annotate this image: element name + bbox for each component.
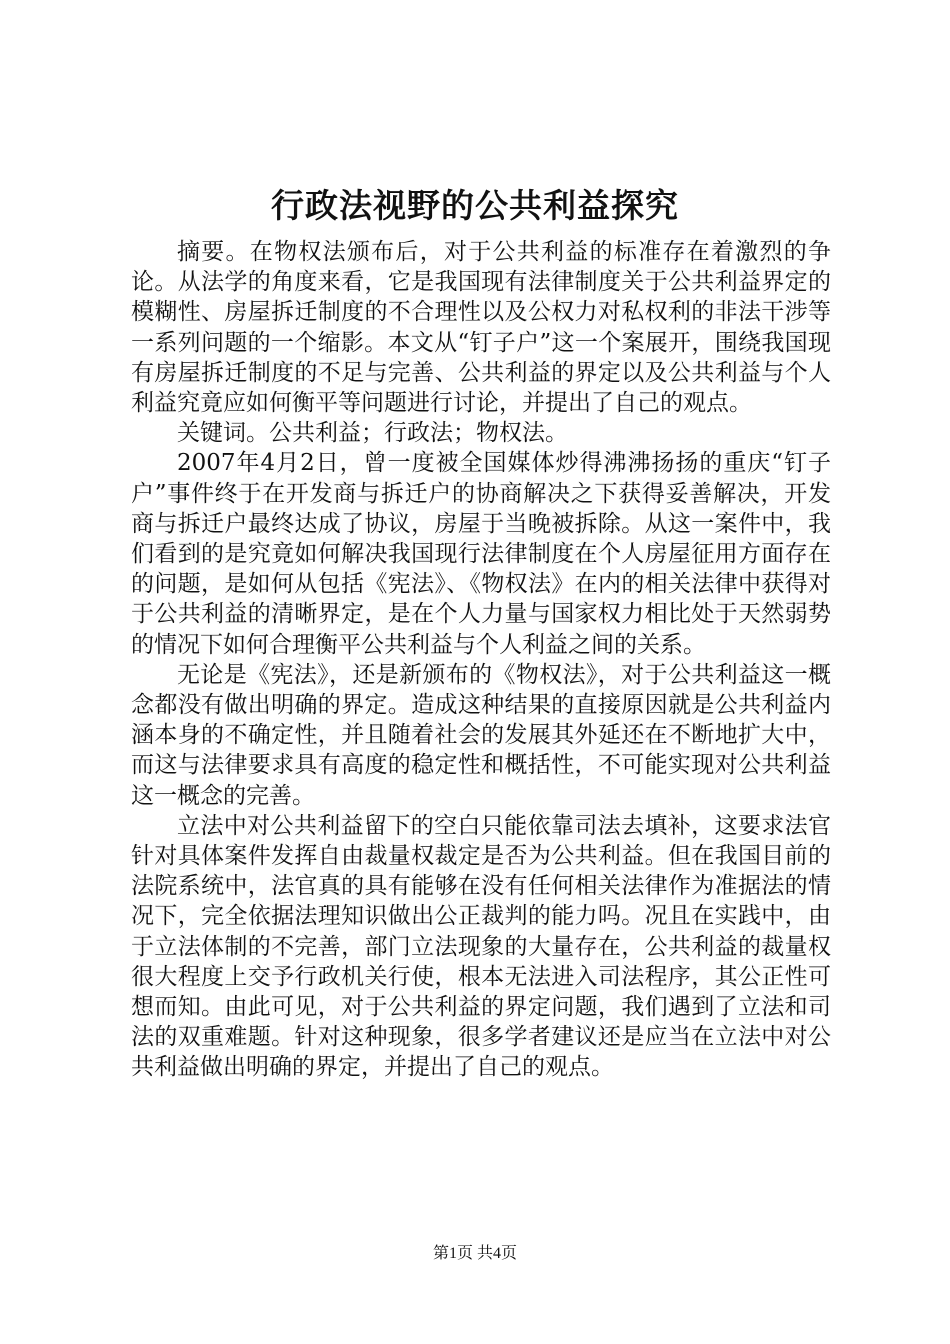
document-body: [131, 237, 831, 1083]
abstract-paragraph: 摘要。在物权法颁布后，对于公共利益的标准存在着激烈的争论。从法学的角度来看，它是我国现有法律制度关于公共利益界定的模糊性、房屋拆迁制度的不合理性以及公权力对私权利的非法干涉等一系列问题的一个缩影。本文从“钉子户”这一个案展开，围绕我国现有房屋拆迁制度的不足与完善、公共利益的界定以及公共利益与个人利益究竟应如何衡平等问题进行讨论，并提出了自己的观点。: [131, 239, 831, 417]
document-title: 行政法视野的公共利益探究: [271, 186, 679, 225]
body-paragraph: 无论是《宪法》，还是新颁布的《物权法》，对于公共利益这一概念都没有做出明确的界定。造成这种结果的直接原因就是公共利益内涵本身的不确定性，并且随着社会的发展其外延还在不断地扩大中，而这与法律要求具有高度的稳定性和概括性，不可能实现对公共利益这一概念的完善。: [131, 661, 831, 809]
body-paragraph: 2007年4月2日，曾一度被全国媒体炒得沸沸扬扬的重庆“钉子户”事件终于在开发商与拆迁户的协商解决之下获得妥善解决，开发商与拆迁户最终达成了协议，房屋于当晚被拆除。从这一案件中，我们看到的是究竟如何解决我国现行法律制度在个人房屋征用方面存在的问题，是如何从包括《宪法》、《物权法》在内的相关法律中获得对于公共利益的清晰界定，是在个人力量与国家权力相比处于天然弱势的情况下如何合理衡平公共利益与个人利益之间的关系。: [131, 450, 831, 658]
keywords-paragraph: 关键词。公共利益；行政法；物权法。: [177, 420, 568, 447]
page-number-footer: 第1页 共4页: [432, 1245, 517, 1262]
body-paragraph: 立法中对公共利益留下的空白只能依靠司法去填补，这要求法官针对具体案件发挥自由裁量权裁定是否为公共利益。但在我国目前的法院系统中，法官真的具有能够在没有任何相关法律作为准据法的情况下，完全依据法理知识做出公正裁判的能力吗。况且在实践中，由于立法体制的不完善，部门立法现象的大量存在，公共利益的裁量权很大程度上交予行政机关行使，根本无法进入司法程序，其公正性可想而知。由此可见，对于公共利益的界定问题，我们遇到了立法和司法的双重难题。针对这种现象，很多学者建议还是应当在立法中对公共利益做出明确的界定，并提出了自己的观点。: [131, 812, 831, 1081]
